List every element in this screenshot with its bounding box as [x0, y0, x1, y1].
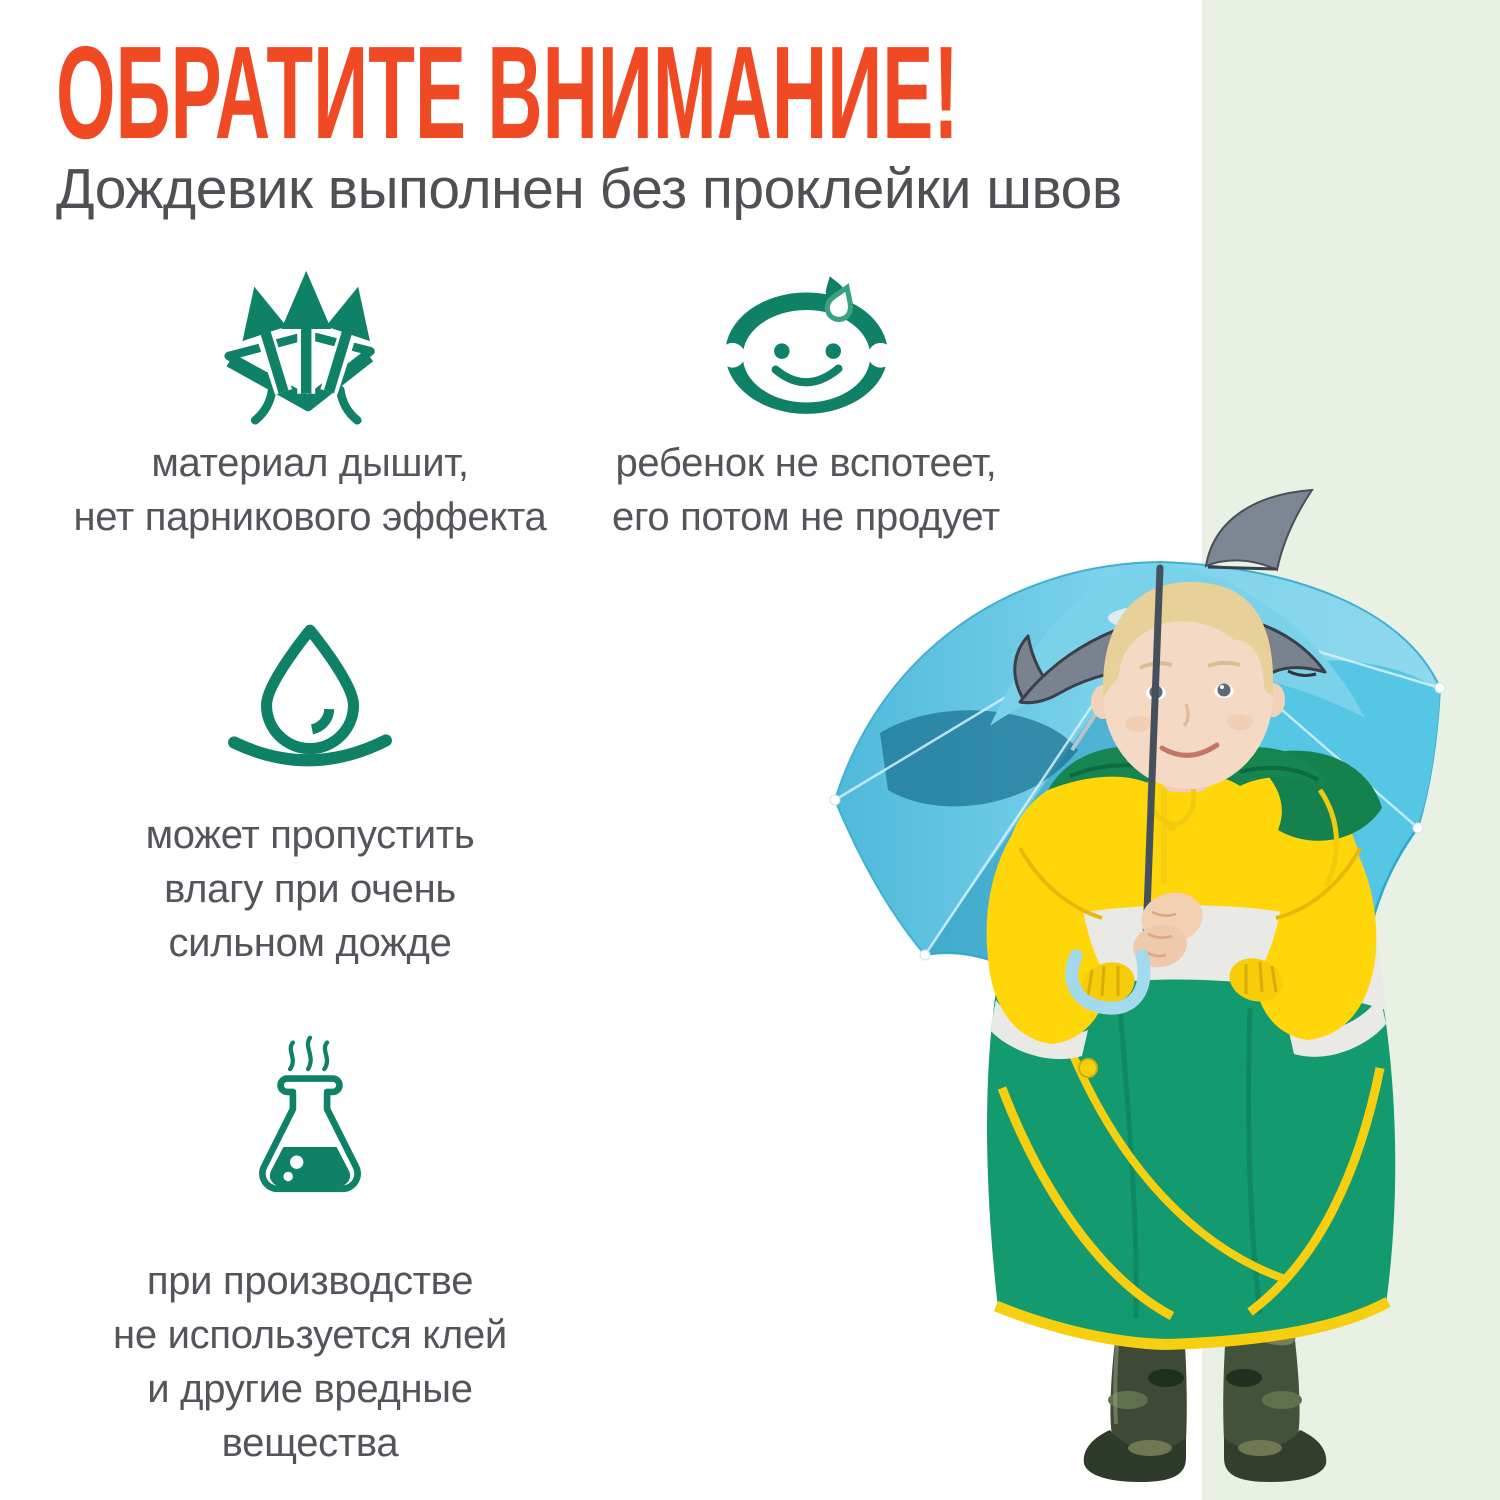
- feature-caption: материал дышит, нет парникового эффекта: [73, 441, 547, 539]
- feature-caption: ребенок не вспотеет, его потом не продует: [612, 441, 1000, 539]
- water-drop-icon: [224, 620, 396, 777]
- feature-heavy-rain: [60, 612, 560, 970]
- page-title: ОБРАТИТЕ ВНИМАНИЕ!: [56, 19, 959, 166]
- shark-fin: [1206, 490, 1312, 570]
- baby-face-icon: [719, 275, 894, 419]
- page-subtitle: Дождевик выполнен без проклейки швов: [56, 157, 1122, 221]
- feature-caption: может пропустить влагу при очень сильном дожде: [145, 813, 475, 965]
- feature-caption: при производстве не используется клей и другие вредные вещества: [113, 1259, 507, 1465]
- steam-icon: [290, 1038, 327, 1069]
- snap-button: [1079, 1059, 1097, 1077]
- child-in-raincoat-with-shark-umbrella-photo: [820, 488, 1500, 1500]
- breathable-fabric-icon: [215, 269, 405, 425]
- feature-breathable: [60, 266, 560, 544]
- feature-no-glue: [60, 1024, 560, 1470]
- chemical-flask-icon: [234, 1033, 386, 1223]
